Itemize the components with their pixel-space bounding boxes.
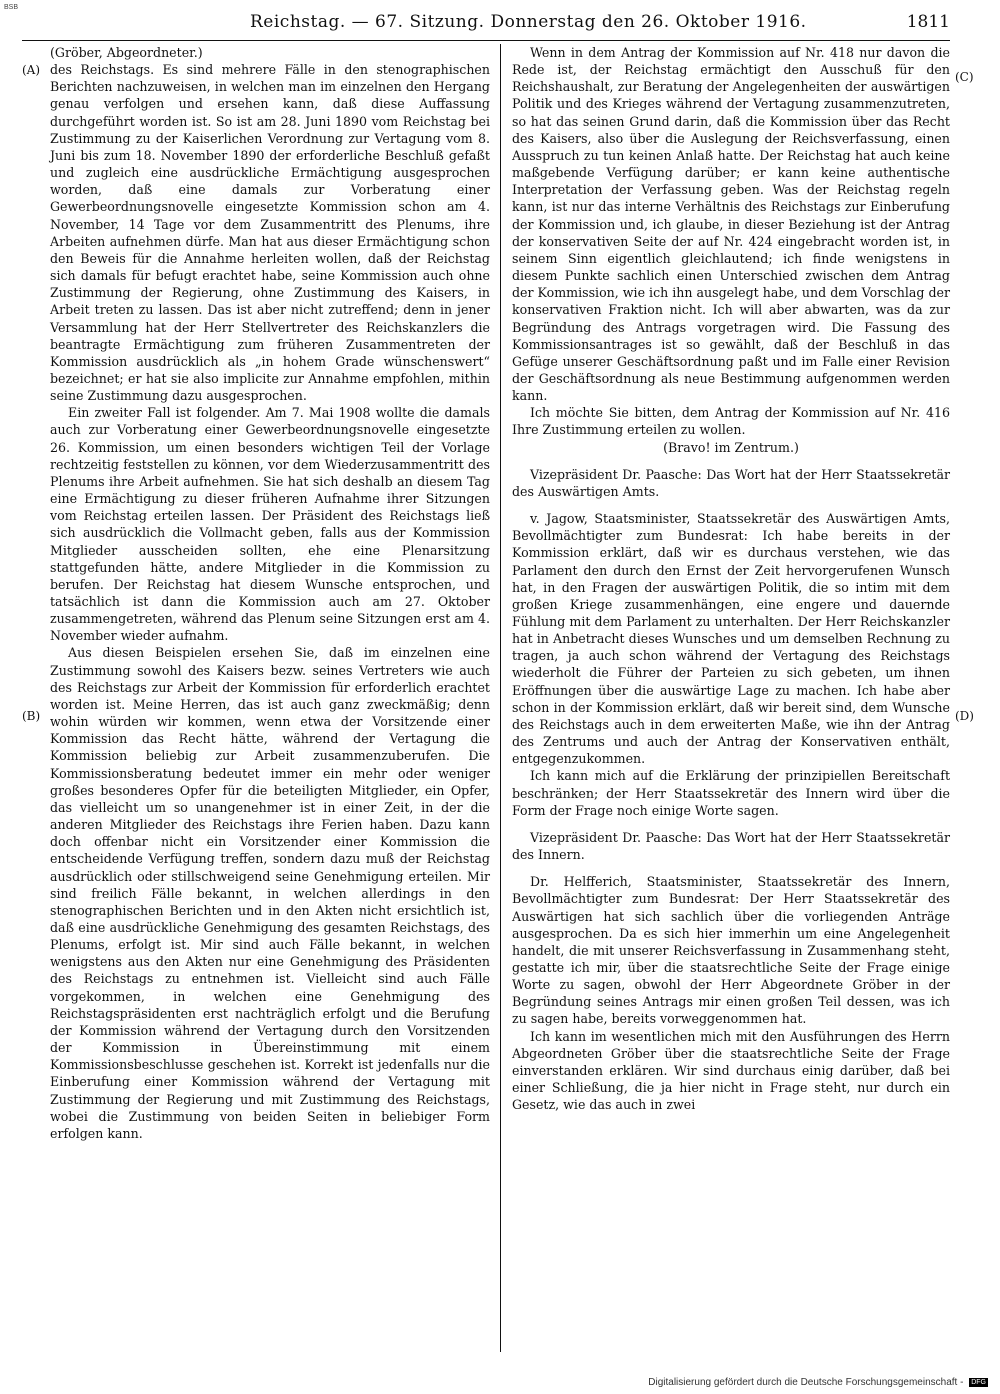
column-divider: [500, 44, 501, 1352]
header-rule: [22, 40, 950, 41]
margin-marker-b: (B): [22, 709, 41, 723]
speech-paragraph: Ich kann im wesentlichen mich mit den Ausführungen des Herrn Abgeordneten Gröber über die staatsrechtliche Seite der Frage einverstanden erklären. Wir sind durchaus einig darüber, daß bei einer Schließung, die ja hier nicht in Frage steht, nur durch ein Gesetz, wie das auch in zwei: [512, 1028, 950, 1113]
speaker-turn: Vizepräsident Dr. Paasche: Das Wort hat der Herr Staatssekretär des Innern.: [512, 829, 950, 863]
left-column: [50, 44, 490, 1142]
page-header: [250, 12, 950, 38]
speech-paragraph: Dr. Helfferich, Staatsminister, Staatssekretär des Innern, Bevollmächtigter zum Bundesrat: Der Herr Staatssekretär des Auswärtigen hat sich sachlich über die vorliegenden Anträge ausgesprochen. Da es sich hier immerhin um eine Angelegenheit handelt, die mit unserer Reichsverfassung in Zusammenhang steht, gestatte ich mir, über die staatsrechtliche Seite der Frage einige Worte zu sagen, obwohl der Herr Abgeordnete Gröber in der Begründung seines Antrags mir einen großen Teil dessen, was ich zu sagen habe, bereits vorweggenommen hat.: [512, 874, 950, 1027]
dfg-logo: DFG: [971, 1378, 986, 1386]
footer: [648, 1377, 988, 1388]
right-column: [512, 44, 950, 1113]
margin-marker-d: (D): [955, 709, 974, 723]
left-paragraph: Ein zweiter Fall ist folgender. Am 7. Mai 1908 wollte die damals auch zur Vorberatung einer Gewerbeordnungsnovelle eingesetzte 26. Kommission, um einen besonders wichtigen Teil der Vorlage rechtzeitig feststellen zu können, vor dem Wiederzusammentritt des Plenums ihre Arbeit aufnehmen. Sie hat sich deshalb an diesem Tag eine Ermächtigung zu dieser früheren Aufnahme ihrer Sitzungen vom Reichstag erteilen lassen. Der Präsident des Reichstags ließ sich ausdrücklich die Vollmacht geben, falls aus der Kommission Mitglieder ausscheiden sollten, ehe eine Plenarsitzung stattgefunden hätte, andere Mitglieder in die Kommission zu berufen. Der Reichstag hat diesem Wunsche entsprochen, und tatsächlich ist dann die Kommission auch am 27. Oktober zusammengetreten, während das Plenum seine Sitzungen erst am 4. November wieder aufnahm.: [50, 405, 490, 644]
margin-marker-a: (A): [22, 63, 41, 77]
library-mark: BSB: [4, 4, 19, 11]
left-paragraph: Aus diesen Beispielen ersehen Sie, daß im einzelnen eine Zustimmung sowohl des Kaisers bezw. seines Vertreters wie auch des Reichstags zur Arbeit der Kommission für erforderlich erachtet worden ist. Meine Herren, das ist auch ganz zweckmäßig; denn wohin würden wir kommen, wenn etwa der Vorsitzende einer Kommission das Recht hätte, während der Vertagung die Kommission beliebig zur Arbeit zusammenzuberufen. Die Kommissionsberatung bedeutet immer ein mehr oder weniger großes besonderes Opfer für die beteiligten Mitglieder, ein Opfer, das vielleicht um so unangenehmer ist in einer Zeit, in der die anderen Mitglieder des Reichstags ihre Ferien haben. Dazu kann doch offenbar nicht ein Vorsitzender einer Kommission die entscheidende Verfügung treffen, sondern dazu muß der Reichstag ausdrücklich oder stillschweigend seine Genehmigung erteilen. Mir sind freilich Fälle bekannt, in welchen allerdings in den stenographischen Berichten und in den Akten nicht ersichtlich ist, daß eine ausdrückliche Genehmigung des gesamten Reichstags, des Plenums, erfolgt ist. Mir sind auch Fälle bekannt, in welchen wenigstens aus den Akten nur eine Genehmigung des Präsidenten des Reichstags zu entnehmen ist. Vielleicht sind auch Fälle vorgekommen, in welchen eine Genehmigung des Reichstagspräsidenten erst nachträglich erfolgt und die Berufung der Kommission während der Vertagung durch den Vorsitzenden der Kommission in Übereinstimmung mit einem Kommissionsbeschlusse geschehen ist. Korrekt ist jedenfalls nur die Einberufung einer Kommission während der Vertagung mit Zustimmung der Regierung und mit Zustimmung des Reichstags, wobei die Zustimmung von beiden Seiten in beliebiger Form erfolgen kann.: [50, 645, 490, 1141]
speaker-turn: Vizepräsident Dr. Paasche: Das Wort hat der Herr Staatssekretär des Auswärtigen Amts.: [512, 466, 950, 499]
applause-note: (Bravo! im Zentrum.): [663, 439, 799, 455]
header-title: Reichstag. — 67. Sitzung. Donnerstag den 26. Oktober 1916.: [250, 12, 807, 32]
speaker-note: (Gröber, Abgeordneter.): [50, 45, 203, 60]
speech-paragraph: Ich kann mich auf die Erklärung der prinzipiellen Bereitschaft beschränken; der Herr Staatssekretär des Innern wird über die Form der Frage noch einige Worte sagen.: [512, 768, 950, 818]
margin-marker-c: (C): [955, 70, 974, 84]
right-paragraph: Wenn in dem Antrag der Kommission auf Nr. 418 nur davon die Rede ist, der Reichstag ermächtigt den Ausschuß für den Reichshaushalt, zur Beratung der Angelegenheiten der auswärtigen Politik und des Krieges während der Vertagung zusammenzutreten, so hat das seinen Grund darin, daß die Kommission über das Recht des Kaisers, also über die Auslegung der Reichsverfassung, einen Ausspruch zu tun keinen Anlaß hatte. Der Reichstag hat auch keine maßgebende Verfügung darüber; er kann keine authentische Interpretation der Verfassung geben. Was der Reichstag regeln kann, ist nur das interne Verhältnis des Reichstags zur Einberufung der Kommission und, ich glaube, in dieser Beziehung ist der Antrag der konservativen Seite der auf Nr. 424 eingebracht worden ist, in seinem Sinn eigentlich gleichlautend; ich finde wenigstens in diesem Punkte sachlich einen Unterschied zwischen dem Antrag der Kommission, wie ich ihn ausgelegt habe, und dem Vorschlag der konservativen Fraktion nicht. Ich will aber abwarten, was da zur Begründung des Antrags vorgetragen wird. Die Fassung des Kommissionsantrages ist so gewählt, daß der Beschluß in das Gefüge unserer Geschäftsordnung paßt und im Falle einer Revision der Geschäftsordnung als neue Bestimmung aufgenommen werden kann.: [512, 45, 950, 404]
footer-text: Digitalisierung gefördert durch die Deutsche Forschungsgemeinschaft -: [648, 1377, 964, 1388]
left-paragraph: des Reichstags. Es sind mehrere Fälle in den stenographischen Berichten nachzuweisen, in welchen man im einzelnen den Hergang genau verfolgen und ersehen kann, daß diese Auffassung durchgeführt worden ist. So ist am 28. Juni 1890 vom Reichstag bei Zustimmung zu der Kaiserlichen Verordnung zur Vertagung vom 8. Juni bis zum 18. November 1890 der erforderliche Beschluß gefaßt und zugleich eine ausdrückliche Ermächtigung ausgesprochen worden, daß eine damals zur Vorberatung einer Gewerbeordnungsnovelle eingesetzte Kommission schon am 4. November, 14 Tage vor dem Zusammentritt des Plenums, ihre Arbeiten aufnehmen dürfe. Man hat aus dieser Ermächtigung schon den Beweis für die Annahme herleiten wollen, daß der Reichstag sich damals für befugt erachtet habe, seine Kommission auch ohne Zustimmung der Regierung, ohne Zustimmung des Kaisers, in Arbeit treten zu lassen. Das ist aber nicht zutreffend; denn in jener Versammlung hat der Herr Stellvertreter des Reichskanzlers die beantragte Ermächtigung zum früheren Zusammentreten der Kommission ausdrücklich als „in hohem Grade wünschenswert“ bezeichnet; er hat sie also implicite zur Annahme empfohlen, mithin seine Zustimmung dazu ausgesprochen.: [50, 62, 490, 404]
right-paragraph: Ich möchte Sie bitten, dem Antrag der Kommission auf Nr. 416 Ihre Zustimmung erteilen zu wollen.: [512, 405, 950, 438]
speech-paragraph: v. Jagow, Staatsminister, Staatssekretär des Auswärtigen Amts, Bevollmächtigter zum Bundesrat: Ich habe bereits in der Kommission erklärt, daß wir es durchaus verstehen, wie das Parlament den durch den Ernst der Zeit hervorgerufenen Wunsch hat, in den Fragen der auswärtigen Politik, die so intim mit dem großen Kriege zusammenhängen, eine engere und dauernde Fühlung mit dem Parlament zu unterhalten. Der Herr Reichskanzler hat in Anbetracht dieses Wunsches und um demselben Rechnung zu tragen, ja auch schon während der Vertagung des Reichstags wiederholt die Führer der Parteien zu sich gebeten, um ihnen Eröffnungen über die auswärtige Lage zu machen. Ich habe aber schon in der Kommission erklärt, daß wir bereit sind, dem Wunsche des Reichstags auch in dem erweiterten Maße, wie ihn der Antrag des Zentrums und auch der Antrag der Konservativen enthält, entgegenzukommen.: [512, 511, 950, 767]
page-number: 1811: [906, 12, 950, 32]
